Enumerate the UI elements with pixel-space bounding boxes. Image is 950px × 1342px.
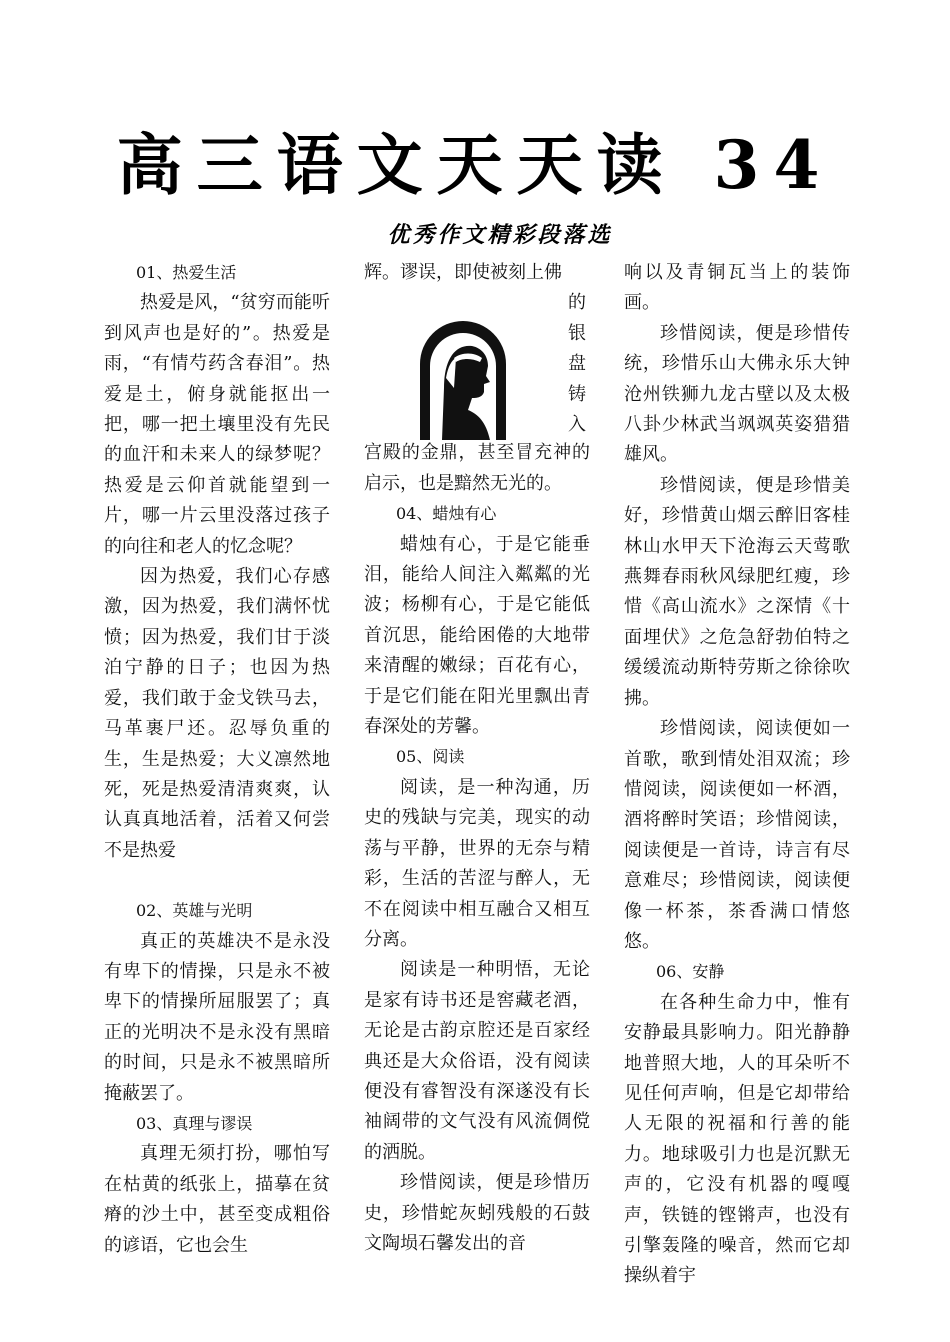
wrapped-text-column (566, 288, 588, 440)
text-char: 银 (568, 322, 586, 344)
paragraph: 宫殿的金鼎，甚至冒充神的启示，也是黯然无光的。 (364, 442, 590, 494)
spacer (104, 866, 330, 896)
illustration-block (364, 288, 590, 438)
section-heading: 04、蜡烛有心 (396, 504, 497, 524)
paragraph: 阅读是一种明悟，无论是家有诗书还是窖藏老酒，无论是古韵京腔还是百家经典还是大众俗语，没有阅读便没有睿智没有深遂没有长袖阔带的文气没有风流倜傥的洒脱。 (364, 959, 590, 1163)
section-heading: 05、阅读 (396, 747, 465, 767)
paragraph: 珍惜阅读，便是珍惜美好，珍惜黄山烟云醉旧客桂林山水甲天下沧海云天莺歌燕舞春雨秋风绿肥红瘦，珍惜《高山流水》之深情《十面埋伏》之危急舒勃伯特之缓缓流动斯特劳斯之徐徐吹拂。 (624, 474, 850, 709)
section-heading: 06、安静 (656, 962, 725, 982)
section-heading: 01、热爱生活 (136, 263, 237, 282)
paragraph: 真理无须打扮，哪怕写在枯黄的纸张上，描摹在贫瘠的沙土中，甚至变成粗俗的谚语，它也会生 (104, 1143, 330, 1256)
column-2 (364, 258, 590, 1259)
page-subtitle: 优秀作文精彩段落选 (387, 222, 613, 248)
paragraph: 珍惜阅读，阅读便如一首歌，歌到情处泪双流；珍惜阅读，阅读便如一杯酒，酒将醉时笑语；珍惜阅读，阅读便是一首诗，诗言有尽意难尽；珍惜阅读，阅读便像一杯茶，茶香满口情悠悠。 (624, 718, 850, 952)
paragraph: 热爱是风，“贫穷而能听到风声也是好的”。热爱是雨，“有情芍药含春泪”。热爱是土，俯身就能抠出一把，哪一把土壤里没有先民的血汗和未来人的绿梦呢？热爱是云仰首就能望到一片，哪一片云里没落过孩子的向往和老人的忆念呢？ (104, 292, 330, 557)
paragraph: 响以及青铜瓦当上的装饰画。 (624, 262, 850, 314)
paragraph: 蜡烛有心，于是它能垂泪，能给人间注入粼粼的光波；杨柳有心，于是它能低首沉思，能给困倦的大地带来清醒的嫩绿；百花有心，于是它们能在阳光里飘出青春深处的芳馨。 (364, 533, 590, 738)
text-char: 入 (568, 413, 586, 435)
paragraph: 珍惜阅读，便是珍惜历史，珍惜蛇灰蚓残般的石鼓文陶埙石馨发出的音 (364, 1172, 590, 1254)
column-1 (104, 258, 330, 1261)
paragraph: 真正的英雄决不是永没有卑下的情操，只是永不被卑下的情操所屈服罢了；真正的光明决不是永没有黑暗的时间，只是永不被黑暗所掩蔽罢了。 (104, 930, 330, 1104)
column-3 (624, 258, 850, 1292)
paragraph: 珍惜阅读，便是珍惜传统，珍惜乐山大佛永乐大钟沧州铁狮九龙古壁以及太极八卦少林武当飒飒英姿猎猎雄风。 (624, 322, 850, 466)
paragraph: 阅读，是一种沟通，历史的残缺与完美，现实的动荡与平静，世界的无奈与精彩，生活的苦涩与醉人，无不在阅读中相互融合又相互分离。 (364, 776, 590, 950)
paragraph: 在各种生命力中，惟有安静最具影响力。阳光静静地普照大地，人的耳朵听不见任何声响，但是它却带给人无限的祝福和行善的能力。地球吸引力也是沉默无声的，它没有机器的嘎嘎声，铁链的铿锵声，也没有引擎轰隆的噪音，然而它却操纵着宇 (624, 991, 850, 1287)
text-char: 的 (568, 292, 586, 314)
section-heading: 02、英雄与光明 (136, 901, 253, 921)
page-title: 高三语文天天读 34 (116, 126, 834, 204)
paragraph: 辉。谬误，即使被刻上佛 (364, 262, 562, 283)
section-heading: 03、真理与谬误 (136, 1113, 253, 1133)
text-char: 铸 (568, 383, 586, 405)
paragraph: 因为热爱，我们心存感激，因为热爱，我们满怀忧愤；因为热爱，我们甘于淡泊宁静的日子；也因为热爱，我们敢于金戈铁马去，马革裹尸还。忍辱负重的生，生是热爱；大义凛然地死，死是热爱清清爽爽，认认真真地活着，活着又何尝不是热爱 (104, 566, 330, 861)
woman-profile-illustration (416, 318, 510, 440)
text-char: 盘 (568, 353, 586, 375)
